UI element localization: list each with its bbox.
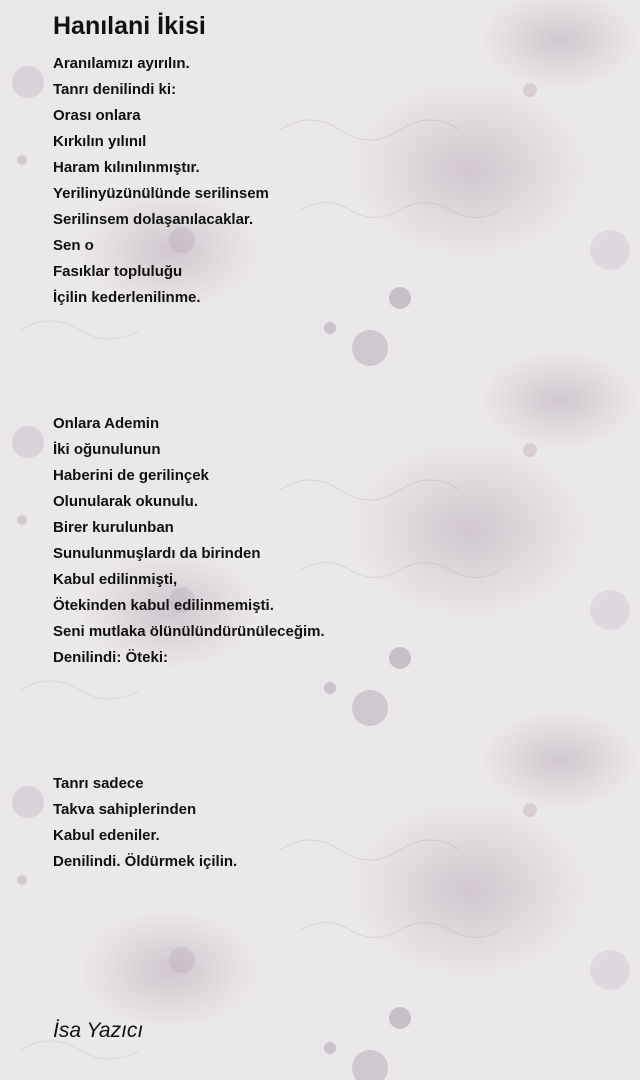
poem-line: Aranılamızı ayırılın. (53, 55, 190, 72)
poem-line: Sunulunmuşlardı da birinden (53, 545, 261, 562)
poem-title: Hanılani İkisi (53, 12, 206, 40)
stanza-2 (53, 411, 325, 671)
poem-line: Serilinsem dolaşanılacaklar. (53, 211, 254, 228)
poem-line: Kabul edilinmişti, (53, 571, 178, 588)
stanza-3 (53, 771, 237, 875)
poem-line: Haberini de gerilinçek (53, 467, 209, 484)
poem-line: Denilindi: Öteki: (53, 649, 169, 666)
poem-line: Fasıklar topluluğu (53, 263, 183, 280)
stanza-1 (53, 51, 269, 311)
poem-line: Denilindi. Öldürmek içilin. (53, 853, 238, 870)
poem-line: İki oğunulunun (53, 441, 161, 458)
poem-line: Ötekinden kabul edilinmemişti. (53, 597, 274, 614)
poem-line: Kabul edeniler. (53, 827, 160, 844)
poem-line: Seni mutlaka ölünülündürünüleceğim. (53, 623, 325, 640)
poem-line: Onlara Ademin (53, 415, 160, 432)
poem-line: Yerilinyüzünülünde serilinsem (53, 185, 269, 202)
poem-line: Sen o (53, 237, 94, 254)
poem-line: Olunularak okunulu. (53, 493, 199, 510)
poem-line: Tanrı denilindi ki: (53, 81, 177, 98)
poem-author: İsa Yazıcı (53, 1019, 144, 1042)
poem-line: Orası onlara (53, 107, 141, 124)
poem-line: Kırkılın yılınıl (53, 133, 147, 150)
poem-line: Birer kurulunban (53, 519, 174, 536)
poem-line: Takva sahiplerinden (53, 801, 197, 818)
poem-line: Haram kılınılınmıştır. (53, 159, 200, 176)
poem-line: İçilin kederlenilinme. (53, 289, 201, 306)
poem-line: Tanrı sadece (53, 775, 144, 792)
